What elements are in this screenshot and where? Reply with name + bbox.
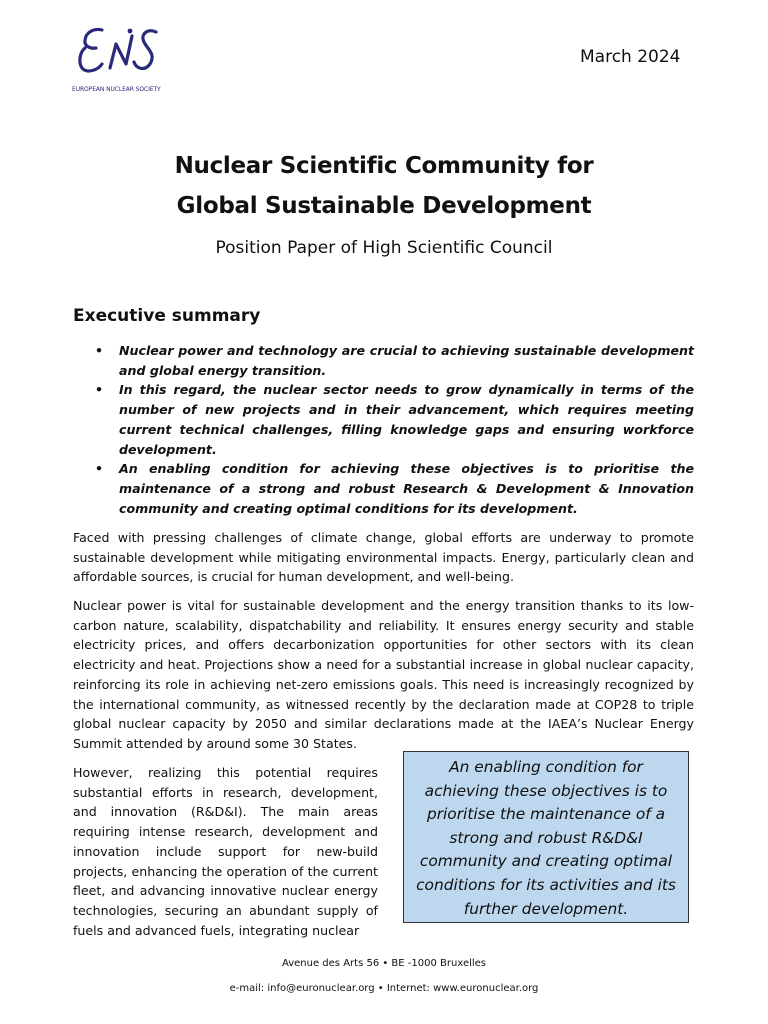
summary-bullet: [73, 459, 694, 518]
bullet-text: An enabling condition for achieving these objectives is to prioritise the maintenance of a strong and robust Research & Development & Innovation community and creating optimal conditions for its development.: [119, 461, 694, 516]
summary-bullet-list: [73, 341, 694, 518]
body-paragraph-3: However, realizing this potential requires substantial efforts in research, development, and innovation (R&D&I). The main areas requiring intense research, development and innovation include support for new-build projects, enhancing the operation of the current fleet, and advancing innovative nuclear energy technologies, securing an abundant supply of fuels and advanced fuels, integrating nuclear: [73, 765, 378, 938]
bullet-text: In this regard, the nuclear sector needs to grow dynamically in terms of the number of new projects and in their advancement, which requires meeting current technical challenges, filling knowledge gaps and ensuring workforce development.: [119, 382, 694, 457]
ens-logo-mark: [72, 22, 164, 84]
summary-bullet: [73, 380, 694, 459]
ens-logo: [72, 22, 164, 96]
body-paragraph-1: Faced with pressing challenges of climate change, global efforts are underway to promote sustainable development while mitigating environmental impacts. Energy, particularly clean and affordable sources, is crucial for human development, and well-being.: [73, 530, 694, 585]
subtitle: Position Paper of High Scientific Council: [215, 238, 553, 258]
title-line-2: Global Sustainable Development: [176, 193, 592, 219]
callout-box: An enabling condition for achieving these objectives is to prioritise the maintenance of a strong and robust R&D&I community and creating optimal conditions for its activities and its further development.: [403, 751, 689, 923]
bullet-icon: •: [95, 382, 104, 398]
document-date: March 2024: [580, 47, 681, 67]
body-paragraph-2: Nuclear power is vital for sustainable development and the energy transition thanks to its low-carbon nature, scalability, dispatchability and reliability. It ensures energy security and stable electricity prices, and offers decarbonization opportunities for other sectors with its clean electricity and heat. Projections show a need for a substantial increase in global nuclear capacity, reinforcing its role in achieving net-zero emissions goals. This need is increasingly recognized by the international community, as witnessed recently by the declaration made at COP28 to triple global nuclear capacity by 2050 and similar declarations made at the IAEA’s Nuclear Energy Summit attended by around some 30 States.: [73, 598, 694, 751]
bullet-icon: •: [95, 343, 104, 358]
bullet-icon: •: [95, 461, 104, 477]
bullet-text: Nuclear power and technology are crucial to achieving sustainable development and global energy transition.: [119, 343, 694, 378]
footer-address: Avenue des Arts 56 • BE -1000 Bruxelles: [281, 958, 487, 969]
summary-bullet: [73, 341, 694, 380]
title-line-1: Nuclear Scientific Community for: [174, 153, 594, 179]
executive-summary-heading: Executive summary: [73, 306, 261, 326]
logo-caption: EUROPEAN NUCLEAR SOCIETY: [72, 86, 161, 93]
footer-contact: e-mail: info@euronuclear.org • Internet: www.euronuclear.org: [229, 983, 539, 994]
